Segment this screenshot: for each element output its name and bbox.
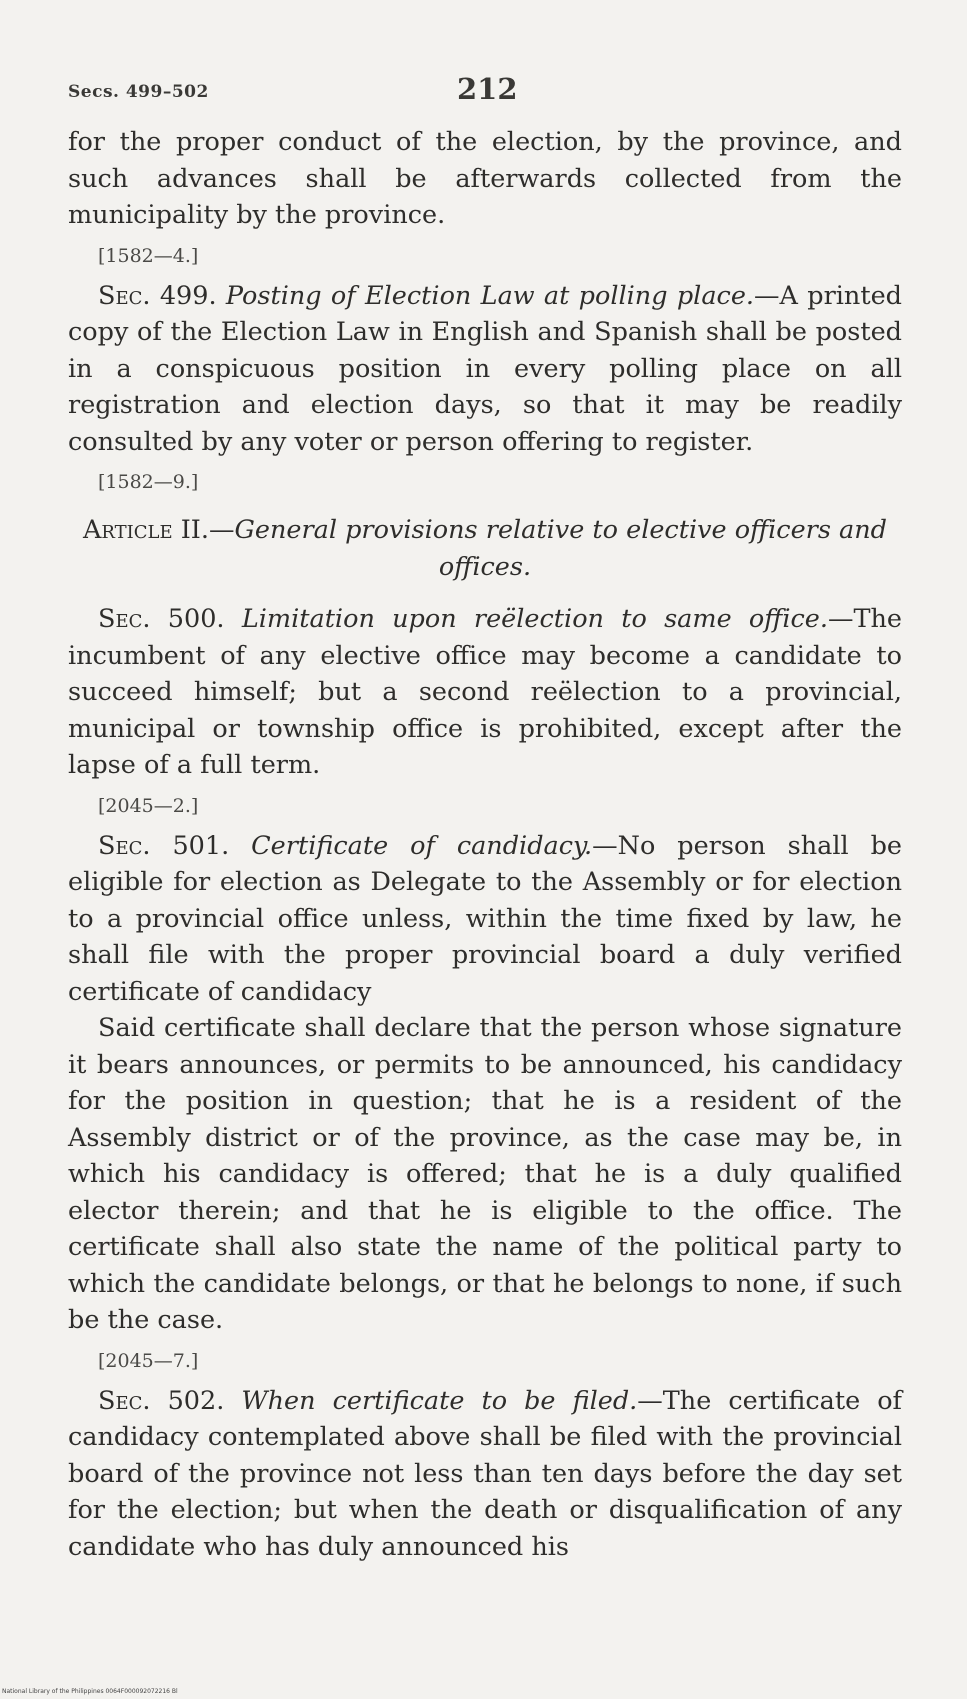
page-number: 212 — [457, 72, 518, 106]
scan-footer: National Library of the Philippines 0064F000092072216 Bl — [2, 1688, 178, 1695]
section-label: Sec. — [98, 604, 151, 634]
section-dash: — — [827, 604, 854, 634]
article-title: General provisions relative to elective officers and offices. — [234, 515, 888, 582]
section-label: Sec. — [98, 1385, 151, 1416]
section-text: The incumbent of any elective office may become a candidate to succeed himself; but a second reëlection to a provincial, municipal or township office is prohibited, except after the lapse of a full term. — [68, 604, 902, 780]
section-text: A printed copy of the Election Law in English and Spanish shall be posted in a conspicuous position in every polling place on all registration and election days, so that it may be readily consulted by any voter or person offering to register. — [68, 280, 903, 457]
section-text: No person shall be eligible for election as Delegate to the Assembly or for election to a provincial office unless, within the time fixed by law, he shall file with the proper provincial board a duly verified certificate of candidacy — [68, 830, 903, 1007]
citation: [2045—7.] — [98, 1349, 199, 1372]
section-title: Certificate of candidacy. — [251, 830, 593, 861]
section-dash: — — [754, 280, 780, 311]
citation: [1582—9.] — [98, 471, 199, 493]
section-title: Posting of Election Law at polling place. — [225, 280, 755, 311]
section-number: 499. — [159, 280, 217, 311]
continuation-paragraph: for the proper conduct of the election, by the province, and such advances shall be afterwards collected from the municipality by the province. — [68, 127, 902, 230]
body-text — [68, 124, 902, 1565]
citation: [2045—2.] — [98, 794, 199, 817]
section-502 — [68, 1383, 902, 1566]
section-range: Secs. 499–502 — [68, 82, 209, 102]
article-dash: — — [208, 515, 235, 545]
section-title: When certificate to be filed. — [241, 1385, 638, 1416]
section-499 — [68, 278, 902, 461]
section-label: Sec. — [98, 280, 151, 311]
citation: [1582—4.] — [98, 244, 199, 267]
section-501 — [68, 828, 902, 1011]
section-dash: — — [637, 1385, 663, 1416]
section-label: Sec. — [98, 830, 151, 861]
article-label: Article II. — [82, 515, 209, 545]
article-heading — [68, 512, 902, 585]
section-text: The certificate of candidacy contemplated above shall be filed with the provincial board of the province not less than ten days before the day set for the election; but when the death or disqualification of any candidate who has duly announced his — [68, 1385, 902, 1562]
section-501-paragraph-2: Said certificate shall declare that the person whose signature it bears announces, or permits to be announced, his candidacy for the position in question; that he is a resident of the Assembly district or of the province, as the case may be, in which his candidacy is offered; that he is a duly qualified elector therein; and that he is eligible to the office. The certificate shall also state the name of the political party to which the candidate belongs, or that he belongs to none, if such be the case. — [68, 1013, 902, 1335]
section-number: 500. — [167, 604, 225, 634]
section-number: 501. — [172, 830, 230, 861]
section-500 — [68, 601, 902, 784]
section-dash: — — [592, 830, 618, 861]
running-head — [68, 72, 903, 112]
section-title: Limitation upon reëlection to same office. — [241, 604, 828, 634]
section-number: 502. — [167, 1385, 225, 1416]
